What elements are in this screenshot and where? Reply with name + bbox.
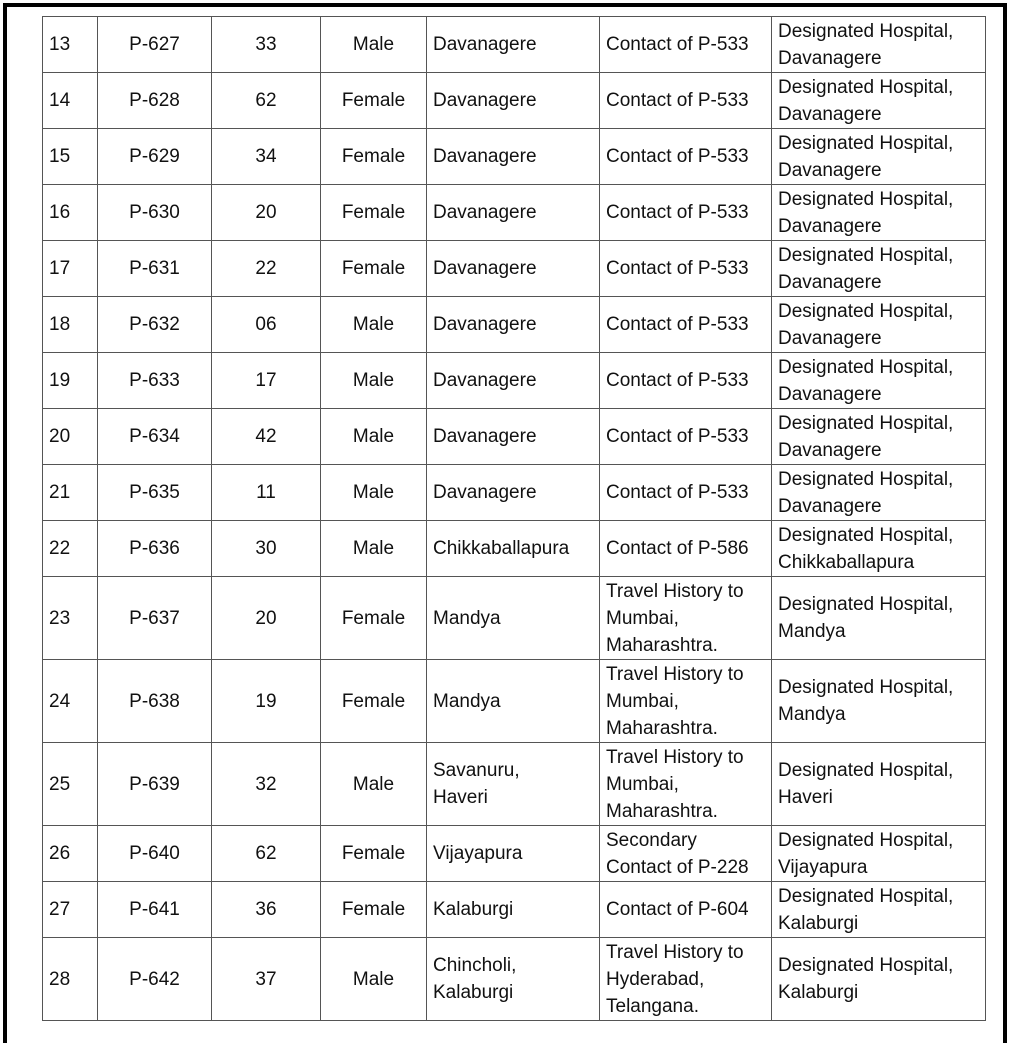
cell-district-line: Davanagere [433,146,537,167]
cell-hospital-line: Designated Hospital, [778,412,954,434]
cell-patient-id [98,17,212,73]
cell-hospital-line: Kalaburgi [778,982,859,1003]
table-row [43,353,986,409]
table-row [43,73,986,129]
cell-sex [321,297,427,353]
cell-hospital-line: Designated Hospital, [778,885,954,907]
cell-sex [321,409,427,465]
cell-history [600,826,772,882]
cell-sex [321,129,427,185]
cell-hospital [772,465,986,521]
cell-hospital [772,521,986,577]
cell-age [212,465,321,521]
cell-age [212,185,321,241]
cell-hospital [772,660,986,743]
cell-hospital-line: Designated Hospital, [778,829,954,851]
cell-history-line: Contact of P-533 [606,426,749,447]
table-row [43,882,986,938]
cell-sl-no-text: 28 [49,968,71,990]
cell-patient-id [98,129,212,185]
cell-hospital [772,353,986,409]
cell-age-text: 20 [255,607,277,629]
cell-sl-no [43,882,98,938]
cell-sl-no [43,521,98,577]
cell-age [212,353,321,409]
cell-sex-text: Female [341,607,406,629]
cell-district-line: Kalaburgi [433,899,514,920]
cell-sex [321,577,427,660]
cell-history-line: Travel History to [606,580,744,602]
cell-hospital-line: Designated Hospital, [778,356,954,378]
table-row [43,241,986,297]
table-row [43,743,986,826]
cell-sl-no-text: 17 [49,258,71,279]
cell-district-line: Davanagere [433,34,537,55]
cell-history [600,73,772,129]
cell-sl-no-text: 13 [49,34,71,55]
cell-sl-no-text: 20 [49,426,71,447]
cell-sl-no [43,577,98,660]
cell-history [600,743,772,826]
cell-sl-no [43,297,98,353]
cell-sl-no [43,743,98,826]
cell-hospital-line: Designated Hospital, [778,132,954,154]
cell-patient-id-text: P-627 [129,34,180,55]
cell-age-text: 33 [255,34,277,55]
cell-district [427,353,600,409]
cell-district-line: Haveri [433,787,488,808]
cell-district [427,73,600,129]
cell-patient-id [98,660,212,743]
cell-hospital-line: Haveri [778,787,833,808]
cell-patient-id-text: P-638 [129,690,180,712]
cell-history [600,577,772,660]
cell-hospital-line: Designated Hospital, [778,20,954,42]
cell-district [427,129,600,185]
cell-age-text: 42 [255,426,277,447]
cell-sl-no [43,938,98,1021]
table-row [43,409,986,465]
cell-patient-id-text: P-642 [129,968,180,990]
cell-hospital [772,17,986,73]
cell-sex [321,185,427,241]
cell-hospital-line: Designated Hospital, [778,760,954,781]
cell-sex-text: Male [352,314,395,335]
cell-district [427,241,600,297]
cell-sex [321,465,427,521]
cell-patient-id-text: P-631 [129,258,180,279]
cell-sl-no [43,129,98,185]
cell-sl-no-text: 14 [49,90,71,111]
cell-sl-no [43,409,98,465]
cell-age-text: 37 [255,968,277,990]
cell-hospital [772,409,986,465]
cell-hospital-line: Davanagere [778,103,882,125]
cell-patient-id-text: P-636 [129,538,180,559]
cell-age-text: 36 [255,899,277,920]
cell-history-line: Maharashtra. [606,717,718,739]
cell-district-line: Davanagere [433,258,537,279]
cell-age-text: 30 [255,538,277,559]
cell-patient-id [98,577,212,660]
cell-district-line: Davanagere [433,426,537,447]
cell-age [212,938,321,1021]
cell-district-line: Chikkaballapura [433,538,570,559]
cell-age-text: 32 [255,773,277,795]
cell-sex-text: Female [341,690,406,712]
cell-history [600,353,772,409]
cell-sex [321,353,427,409]
cell-patient-id [98,743,212,826]
cell-district-line: Davanagere [433,202,537,223]
cell-sl-no [43,826,98,882]
cell-hospital [772,241,986,297]
cell-age [212,409,321,465]
cell-sl-no-text: 27 [49,899,71,920]
cell-sl-no-text: 25 [49,773,71,795]
cell-patient-id-text: P-640 [129,843,180,864]
cell-history-line: Contact of P-533 [606,34,749,55]
cell-history-line: Telangana. [606,995,699,1017]
cell-age-text: 19 [255,690,277,712]
cell-hospital-line: Kalaburgi [778,912,859,934]
cell-age-text: 62 [255,843,277,864]
table-row [43,185,986,241]
cell-sex-text: Female [341,146,406,167]
cell-hospital [772,938,986,1021]
cell-sex-text: Male [352,773,395,795]
cell-district [427,743,600,826]
cell-district-line: Davanagere [433,482,537,503]
cell-age [212,73,321,129]
cell-history [600,882,772,938]
table-row [43,826,986,882]
cell-hospital-line: Designated Hospital, [778,188,954,210]
cell-sl-no [43,660,98,743]
cell-hospital [772,882,986,938]
cell-district [427,185,600,241]
cell-patient-id [98,882,212,938]
cell-hospital [772,297,986,353]
cell-history [600,297,772,353]
cell-hospital-line: Chikkaballapura [778,551,915,573]
cell-patient-id-text: P-632 [129,314,180,335]
cell-hospital [772,185,986,241]
cell-sex [321,241,427,297]
cell-sl-no-text: 15 [49,146,71,167]
cell-district [427,938,600,1021]
cell-patient-id [98,185,212,241]
cell-district [427,17,600,73]
cell-age [212,241,321,297]
cell-sex-text: Female [341,899,406,920]
patient-table [42,16,986,1021]
cell-district-line: Vijayapura [433,843,523,864]
cell-age-text: 22 [255,258,277,279]
cell-sex-text: Male [352,482,395,503]
cell-hospital-line: Davanagere [778,47,882,69]
cell-sl-no-text: 22 [49,538,71,559]
table-row [43,17,986,73]
cell-age-text: 17 [255,370,277,391]
cell-hospital-line: Mandya [778,621,846,642]
cell-age [212,297,321,353]
cell-history-line: Contact of P-228 [606,856,749,878]
cell-district-line: Chincholi, [433,955,517,976]
cell-district-line: Davanagere [433,370,537,391]
cell-age-text: 34 [255,146,277,167]
cell-history [600,185,772,241]
cell-sl-no [43,241,98,297]
cell-history-line: Contact of P-533 [606,314,749,335]
cell-history-line: Travel History to [606,746,744,768]
cell-history [600,938,772,1021]
cell-patient-id [98,826,212,882]
cell-sl-no-text: 26 [49,843,71,864]
cell-hospital-line: Designated Hospital, [778,955,954,976]
cell-history-line: Contact of P-533 [606,146,749,167]
cell-sex-text: Male [352,538,395,559]
cell-patient-id [98,465,212,521]
cell-district [427,297,600,353]
cell-sl-no [43,353,98,409]
cell-patient-id-text: P-633 [129,370,180,391]
cell-patient-id [98,297,212,353]
cell-sex [321,17,427,73]
cell-patient-id-text: P-630 [129,202,180,223]
table-row [43,297,986,353]
cell-age [212,743,321,826]
cell-patient-id-text: P-641 [129,899,180,920]
table-row [43,577,986,660]
cell-sex-text: Female [341,202,406,223]
cell-age-text: 62 [255,90,277,111]
cell-history-line: Hyderabad, [606,968,705,990]
cell-patient-id [98,938,212,1021]
cell-patient-id-text: P-635 [129,482,180,503]
cell-history-line: Contact of P-586 [606,538,749,559]
cell-history-line: Contact of P-533 [606,370,749,391]
cell-sex-text: Male [352,34,395,55]
cell-sex-text: Female [341,90,406,111]
cell-age [212,521,321,577]
cell-sex [321,882,427,938]
cell-sex [321,73,427,129]
cell-patient-id [98,521,212,577]
table-row [43,660,986,743]
cell-hospital [772,577,986,660]
cell-hospital-line: Designated Hospital, [778,524,954,546]
cell-history-line: Maharashtra. [606,800,718,822]
cell-patient-id [98,73,212,129]
cell-sex-text: Female [341,843,406,864]
cell-hospital-line: Davanagere [778,327,882,349]
cell-history-line: Travel History to [606,663,744,685]
cell-district-line: Mandya [433,607,501,629]
cell-sl-no [43,465,98,521]
cell-history [600,465,772,521]
cell-hospital-line: Designated Hospital, [778,677,954,698]
cell-hospital-line: Designated Hospital, [778,468,954,490]
cell-district [427,409,600,465]
cell-district-line: Davanagere [433,90,537,111]
cell-hospital-line: Davanagere [778,215,882,237]
cell-sex [321,660,427,743]
cell-history-line: Mumbai, [606,607,679,629]
cell-district [427,521,600,577]
cell-patient-id [98,353,212,409]
cell-sex-text: Male [352,426,395,447]
cell-history-line: Contact of P-533 [606,90,749,111]
cell-history [600,241,772,297]
cell-hospital-line: Davanagere [778,159,882,181]
cell-district-line: Kalaburgi [433,982,514,1003]
cell-hospital [772,826,986,882]
cell-sl-no-text: 18 [49,314,71,335]
cell-district [427,465,600,521]
cell-sex-text: Female [341,258,406,279]
cell-hospital-line: Vijayapura [778,856,868,878]
cell-age [212,882,321,938]
cell-sl-no-text: 16 [49,202,71,223]
cell-age [212,17,321,73]
cell-age-text: 11 [256,482,276,503]
table-row [43,521,986,577]
cell-hospital-line: Davanagere [778,439,882,461]
cell-sl-no-text: 21 [49,482,71,503]
cell-sl-no [43,17,98,73]
cell-sl-no-text: 24 [49,690,71,712]
cell-hospital-line: Davanagere [778,271,882,293]
cell-hospital [772,129,986,185]
cell-history-line: Secondary [606,829,697,851]
cell-hospital [772,73,986,129]
table-row [43,465,986,521]
cell-district [427,882,600,938]
cell-patient-id-text: P-629 [129,146,180,167]
cell-age [212,577,321,660]
cell-age-text: 20 [255,202,277,223]
cell-history-line: Contact of P-533 [606,202,749,223]
cell-history-line: Travel History to [606,941,744,963]
cell-hospital-line: Designated Hospital, [778,244,954,266]
cell-hospital-line: Designated Hospital, [778,300,954,322]
cell-history [600,129,772,185]
cell-sl-no [43,73,98,129]
cell-age [212,826,321,882]
cell-age-text: 06 [255,314,277,335]
cell-hospital-line: Davanagere [778,383,882,405]
cell-sl-no-text: 19 [49,370,71,391]
cell-sl-no [43,185,98,241]
cell-history-line: Mumbai, [606,690,679,712]
cell-age [212,129,321,185]
cell-district [427,660,600,743]
table-row [43,129,986,185]
cell-history-line: Maharashtra. [606,634,718,656]
cell-patient-id-text: P-637 [129,607,180,629]
cell-patient-id [98,241,212,297]
cell-history [600,17,772,73]
cell-age [212,660,321,743]
cell-district-line: Mandya [433,690,501,712]
cell-hospital-line: Designated Hospital, [778,594,954,615]
cell-patient-id-text: P-634 [129,426,180,447]
patient-table-body [43,17,986,1021]
cell-hospital-line: Mandya [778,704,846,725]
cell-hospital [772,743,986,826]
cell-patient-id-text: P-639 [129,773,180,795]
cell-hospital-line: Designated Hospital, [778,76,954,98]
cell-sex [321,826,427,882]
cell-sl-no-text: 23 [49,607,71,629]
cell-district-line: Davanagere [433,314,537,335]
cell-district [427,826,600,882]
cell-patient-id-text: P-628 [129,90,180,111]
cell-district [427,577,600,660]
table-row [43,938,986,1021]
cell-sex [321,521,427,577]
cell-history-line: Mumbai, [606,773,679,795]
cell-history [600,660,772,743]
cell-sex-text: Male [352,968,395,990]
cell-history-line: Contact of P-533 [606,482,749,503]
cell-sex-text: Male [352,370,395,391]
cell-sex [321,743,427,826]
cell-sex [321,938,427,1021]
cell-history [600,521,772,577]
cell-patient-id [98,409,212,465]
cell-history-line: Contact of P-533 [606,258,749,279]
cell-history [600,409,772,465]
cell-hospital-line: Davanagere [778,495,882,517]
cell-district-line: Savanuru, [433,760,520,781]
cell-history-line: Contact of P-604 [606,899,749,920]
